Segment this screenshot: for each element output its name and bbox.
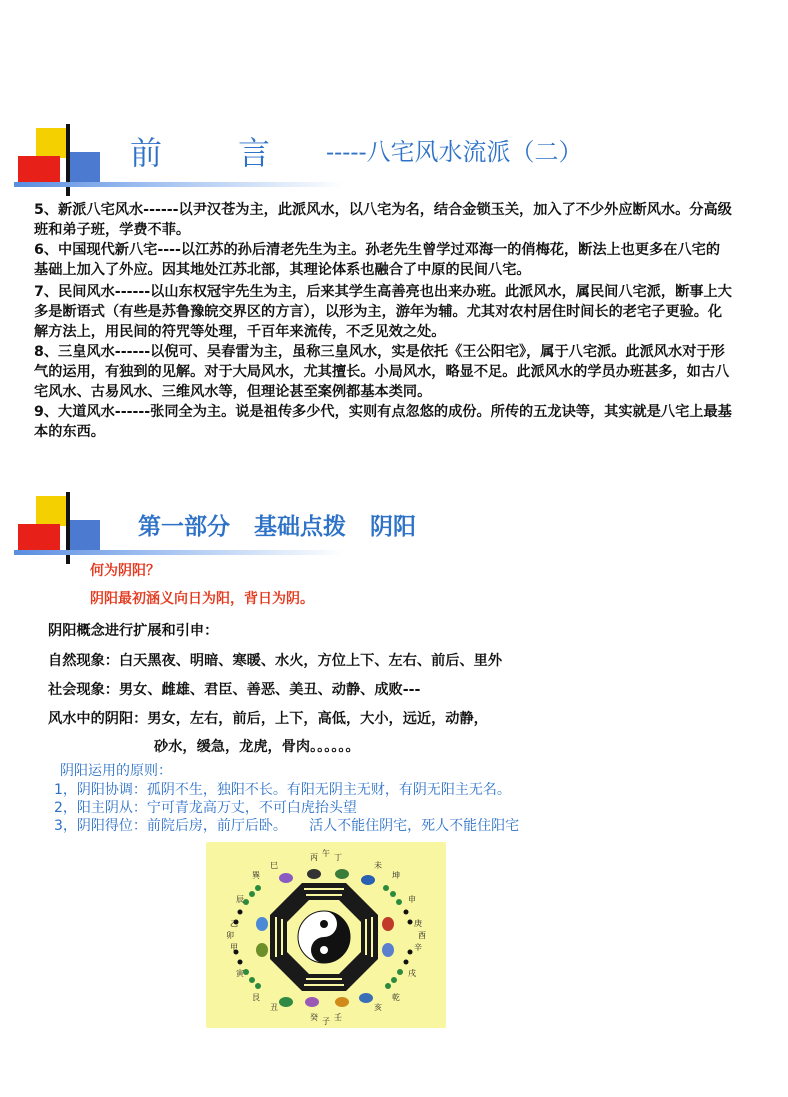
label-si: 巳 [270,861,278,870]
principle-2: 2，阳主阴从：宁可青龙高万丈，不可白虎抬头望 [54,800,357,816]
label-ren: 壬 [334,1013,342,1022]
yellow-square [36,496,66,526]
horizontal-rule [14,182,344,187]
section-title-preface: 前言 [130,134,347,172]
paragraph-9: 9、大道风水------张同全为主。说是祖传多少代，实则有点忽悠的成份。所传的五龙诀等，其实就是八宅上最基本的东西。 [34,404,732,440]
section-decoration [14,496,124,566]
paragraph-8: 8、三皇风水------以倪可、吴春雷为主，虽称三皇风水，实是依托《王公阳宅》，属于八宅派。此派风水对于形气的运用，有独到的见解。对于大局风水，尤其擅长。小局风水，略显不足。此派风水的学员办班甚多，如古八宅风水、古易风水、三维风水等，但理论甚至案例都基本类同。 [34,344,730,400]
concept-line: 阴阳概念进行扩展和引申： [48,623,219,639]
section-decoration [14,128,124,198]
section-subtitle: -----八宅风水流派（二） [326,138,583,166]
yellow-square [36,128,66,158]
label-hai: 亥 [374,1003,382,1012]
label-geng: 庚 [414,919,422,928]
principle-3: 3，阴阳得位：前院后房，前厅后卧。 活人不能住阴宅，死人不能住阳宅 [54,818,520,834]
red-square [18,524,60,550]
label-gen: 艮 [252,993,260,1002]
paragraph-5: 5、新派八宅风水------以尹汉苍为主，此派风水，以八宅为名，结合金锁玉关，加入了不少外应断风水。分高级班和弟子班，学费不菲。 [34,202,732,238]
label-jia: 甲 [230,943,238,952]
social-phenomena-line: 社会现象：男女、雌雄、君臣、善恶、美丑、动静、成败--- [48,682,421,698]
label-shen: 申 [408,895,416,904]
label-ding: 丁 [334,853,342,862]
label-bing: 丙 [310,853,318,862]
natural-phenomena-line: 自然现象：白天黑夜、明暗、寒暖、水火，方位上下、左右、前后、里外 [48,653,503,669]
blue-square [70,520,100,550]
label-yi: 乙 [230,919,238,928]
label-xun: 巽 [252,871,260,880]
label-kun: 坤 [392,871,400,880]
section-title-yinyang: 第一部分 基础点拨 阴阳 [138,514,417,540]
fengshui-yinyang-line-cont: 砂水，缓急，龙虎，骨肉。。。。。。 [154,739,360,755]
principles-heading: 阴阳运用的原则： [60,763,172,779]
label-zi: 子 [322,1017,330,1026]
label-you: 酉 [418,931,426,940]
paragraph-6: 6、中国现代新八宅----以江苏的孙后清老先生为主。孙老先生曾学过邓海一的俏梅花，断法上也更多在八宅的基础上加入了外应。因其地处江苏北部，其理论体系也融合了中原的民间八宅。 [34,242,721,278]
red-square [18,156,60,182]
label-xu: 戌 [408,969,416,978]
label-mao: 卯 [226,931,234,940]
bagua-diagram-icon [206,842,446,1028]
label-yin: 寅 [236,969,244,978]
label-wei: 未 [374,861,382,870]
label-qian: 乾 [392,993,400,1002]
label-gui: 癸 [310,1013,318,1022]
label-chou: 丑 [270,1003,278,1012]
principle-1: 1，阴阳协调：孤阴不生，独阳不长。有阳无阴主无财，有阴无阳主无名。 [54,782,511,798]
horizontal-rule [14,550,344,555]
label-wu: 午 [322,849,330,858]
label-chen: 辰 [236,895,244,904]
paragraph-7: 7、民间风水------以山东权冠宇先生为主，后来其学生高善亮也出来办班。此派风水，属民间八宅派，断事上大多是断语式（有些是苏鲁豫皖交界区的方言），以形为主，游年为辅。尤其对农村居住时间长的老宅子更验。化解方法上，用民间的符咒等处理，千百年来流传，不乏见效之处。 [34,284,732,340]
answer-text: 阴阳最初涵义向日为阳，背日为阴。 [90,591,314,607]
bagua-illustration [206,842,446,1028]
label-xin: 辛 [414,943,422,952]
fengshui-yinyang-line: 风水中的阴阳：男女，左右，前后，上下，高低，大小，远近，动静， [48,711,488,727]
question-text: 何为阴阳？ [90,563,160,579]
blue-square [70,152,100,182]
